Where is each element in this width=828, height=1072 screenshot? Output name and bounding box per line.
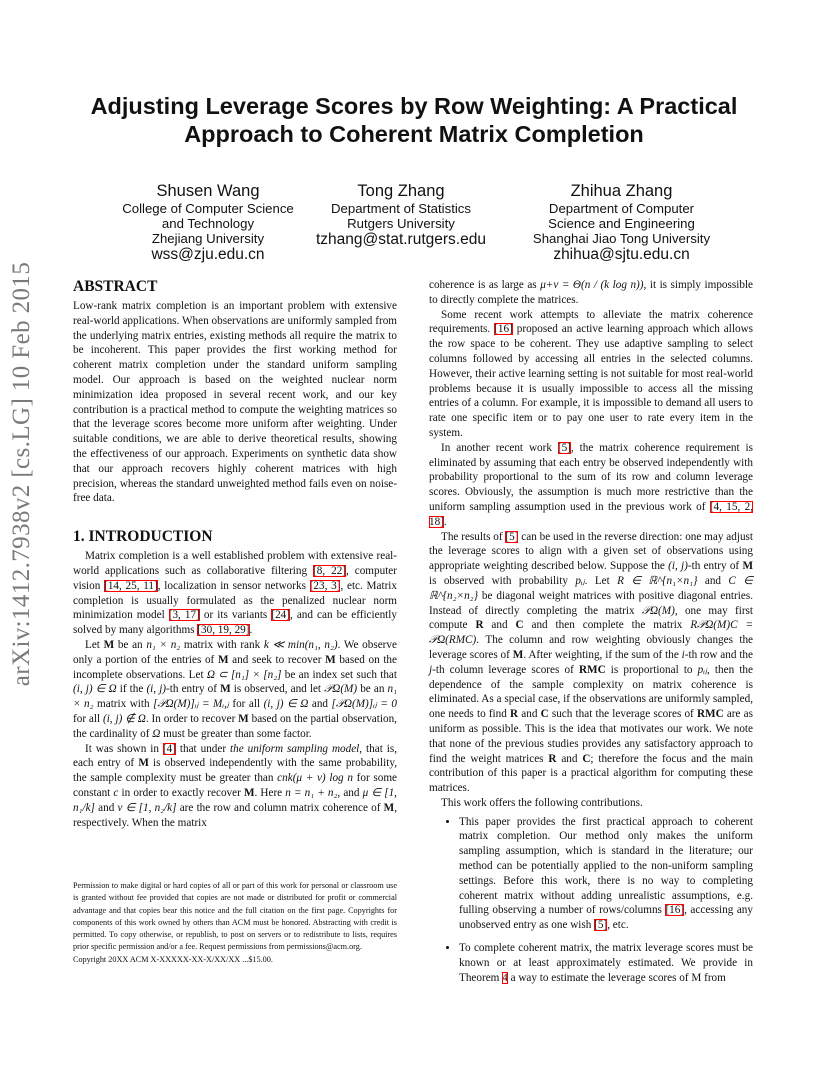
citation-link[interactable]: [16]: [665, 904, 685, 917]
citation-link[interactable]: [5]: [505, 530, 519, 543]
citation-link[interactable]: [16]: [494, 323, 513, 336]
author-affiliation: Department of Computer: [548, 201, 695, 216]
author-affiliation: Science and Engineering: [548, 216, 695, 231]
intro-heading: 1. INTRODUCTION: [73, 528, 213, 546]
author-email[interactable]: zhihua@sjtu.edu.cn: [553, 246, 690, 263]
intro-paragraph-3: It was shown in [4] that under the uniform sampling model, that is, each entry of M is observed independently with the same probability, the sample complexity must be greater than cnk(μ + ν) log n for some constant c in order to exactly recover M. Here n = n₁ + n₂, and μ ∈ [1, n₁/k] and ν ∈ [1, n₂/k] are the row and column matrix coherence of M, respectively. When the matrix: [73, 742, 398, 829]
related-work-paragraph-1: Some recent work attempts to alleviate the matrix coherence requirements. [16] proposed an active learning approach which allows the row space to be coherent. They use adaptive sampling to select columns followed by accessing all entries in the selected columns. However, their active learning setting is not suitable for most real-world problems because it is usually impossible to access all the missing entries of a column. For example, it is impossible to demand all users to rate one specific item or to pay one user to rate every item in the system.: [429, 308, 754, 439]
author-name: Shusen Wang: [156, 182, 260, 200]
paper-title: [70, 92, 758, 148]
title-line-2: Approach to Coherent Matrix Completion: [184, 121, 644, 147]
list-item: • This paper provides the first practical approach to coherent matrix completion. Our method only makes the uniform sampling assumption, which is standard in the literature; our method can be potentially applied to the non-uniform sampling settings. Before this work, there is no way to completing coherent matrix without adding unrealistic assumptions, e.g. fulling observing a number of rows/columns [16], accessing any unobserved entry as one wish [5], etc.: [459, 815, 753, 933]
author-affiliation: Rutgers University: [347, 216, 455, 231]
title-line-1: Adjusting Leverage Scores by Row Weighting: A Practical: [90, 93, 738, 119]
contributions-list: [429, 815, 753, 986]
citation-link[interactable]: [5]: [557, 441, 571, 454]
theorem-link[interactable]: 4: [502, 971, 508, 984]
citation-link[interactable]: [4]: [162, 742, 176, 755]
citation-link[interactable]: [8, 22]: [313, 564, 347, 577]
citation-link[interactable]: [23, 3]: [309, 579, 341, 592]
intro-paragraph-1: Matrix completion is a well established problem with extensive real-world applications such as collaborative filtering [8, 22], computer vision [14, 25, 11], localization in sensor networks [23, 3], etc. Matrix completion is usually formulated as the penalized nuclear norm minimization model [3, 17] or its variants [24], and can be efficiently solved by many algorithms [30, 19, 29].: [73, 550, 397, 637]
author-affiliation: Shanghai Jiao Tong University: [532, 231, 711, 246]
arxiv-watermark: arXiv:1412.7938v2 [cs.LG] 10 Feb 2015: [8, 261, 35, 687]
intro-paragraph-2: Let M be an n₁ × n₂ matrix with rank k ≪ min(n₁, n₂). We observe only a portion of the entries of M and seek to recover M based on the incomplete observations. Let Ω ⊂ [n₁] × [n₂] be an index set such that (i, j) ∈ Ω if the (i, j)-th entry of M is observed, and let 𝒫Ω(M) be an n₁ × n₂ matrix with [𝒫Ω(M)]ᵢⱼ = Mᵢ,ⱼ for all (i, j) ∈ Ω and [𝒫Ω(M)]ᵢⱼ = 0 for all (i, j) ∉ Ω. In order to recover M based on the partial observation, the cardinality of Ω must be greater than some factor.: [73, 638, 398, 740]
continued-paragraph: coherence is as large as μ+ν = Θ(n / (k log n)), it is simply impossible to directly complete the matrices.: [429, 279, 754, 306]
copyright-line: Copyright 20XX ACM X-XXXXX-XX-X/XX/XX ...$15.00.: [73, 954, 273, 964]
right-column: [429, 278, 753, 993]
author-affiliation: Department of Statistics: [331, 201, 471, 216]
citation-link[interactable]: [5]: [594, 919, 608, 932]
author-email[interactable]: tzhang@stat.rutgers.edu: [316, 231, 486, 248]
citation-link[interactable]: [30, 19, 29]: [197, 624, 250, 637]
author-block-wang: [98, 182, 318, 264]
left-column: [73, 278, 397, 830]
author-affiliation: and Technology: [161, 216, 255, 231]
author-block-zhang-tong: [300, 182, 502, 249]
permission-text: Permission to make digital or hard copies of all or part of this work for personal or classroom use is granted without fee provided that copies are not made or distributed for profit or commercial advantage and that copies bear this notice and the full citation on the first page. Copyrights for components of this work owned by others than ACM must be honored. Abstracting with credit is permitted. To copy otherwise, or republish, to post on servers or to redistribute to lists, requires prior specific permission and/or a fee. Request permissions from permissions@acm.org.: [73, 881, 397, 952]
author-name: Tong Zhang: [357, 182, 445, 200]
abstract-heading: ABSTRACT: [73, 278, 158, 295]
author-affiliation: College of Computer Science: [122, 201, 294, 216]
author-affiliation: Zhejiang University: [151, 231, 265, 246]
citation-link[interactable]: [24]: [271, 609, 290, 622]
author-block-zhang-zhihua: [520, 182, 723, 264]
author-email[interactable]: wss@zju.edu.cn: [151, 246, 265, 263]
related-work-paragraph-2: In another recent work [5], the matrix coherence requirement is eliminated by assuming that each entry be observed independently with probability proportional to the sum of its row and column leverage scores. Obviously, the assumption is much more restrictive than the uniform sampling assumption used in the previous work of [4, 15, 2, 18].: [429, 441, 754, 528]
contributions-intro: This work offers the following contributions.: [441, 796, 643, 809]
list-item: • To complete coherent matrix, the matrix leverage scores must be known or at least approximately estimated. We provide in Theorem 4 a way to estimate the leverage scores of M from: [459, 941, 753, 985]
permission-notice: [73, 880, 397, 966]
abstract-text: Low-rank matrix completion is an important problem with extensive real-world applications. When observations are uniformly sampled from the underlying matrix entries, existing methods all require the matrix to be incoherent. This paper provides the first working method for coherent matrix completion under the standard uniform sampling model. Our approach is based on the weighted nuclear norm minimization idea proposed in several recent work, and our key contribution is a practical method to compute the weighting matrices so that the leverage scores become more uniform after weighting. Under suitable conditions, we are able to derive theoretical results, showing the effectiveness of our approach. Experiments on synthetic data show that our approach recovers highly coherent matrices with high precision, whereas the standard unweighted method fails even on noise-free data.: [73, 300, 397, 505]
weighting-paragraph: The results of [5] can be used in the reverse direction: one may adjust the leverage scores to align with a given set of observations using appropriate weighting described below. Suppose the (i, j)-th entry of M is observed with probability pᵢⱼ. Let R ∈ ℝ^{n₁×n₁} and C ∈ ℝ^{n₂×n₂} be diagonal weight matrices with positive diagonal entries. Instead of directly completing the matrix 𝒫Ω(M), one may first compute R and C and then complete the matrix R𝒫Ω(M)C = 𝒫Ω(RMC). The column and row weighting obviously changes the leverage scores of M. After weighting, if the sum of the i-th row and the j-th column leverage scores of RMC is proportional to pᵢⱼ, then the dependence of the sample complexity on matrix coherence is eliminated. As a special case, if the observations are uniformly sampled, one needs to find R and C such that the leverage scores of RMC are as uniform as possible. This is the idea that motivates our work. We note that none of the previous studies provides any satisfactory approach to find the weight matrices R and C; therefore the focus and the main contribution of this paper is a practical algorithm for computing these matrices.: [429, 530, 754, 795]
citation-link[interactable]: [14, 25, 11]: [104, 579, 158, 592]
author-name: Zhihua Zhang: [570, 182, 673, 200]
citation-link[interactable]: [4, 15, 2, 18]: [429, 500, 753, 528]
citation-link[interactable]: [3, 17]: [168, 609, 200, 622]
